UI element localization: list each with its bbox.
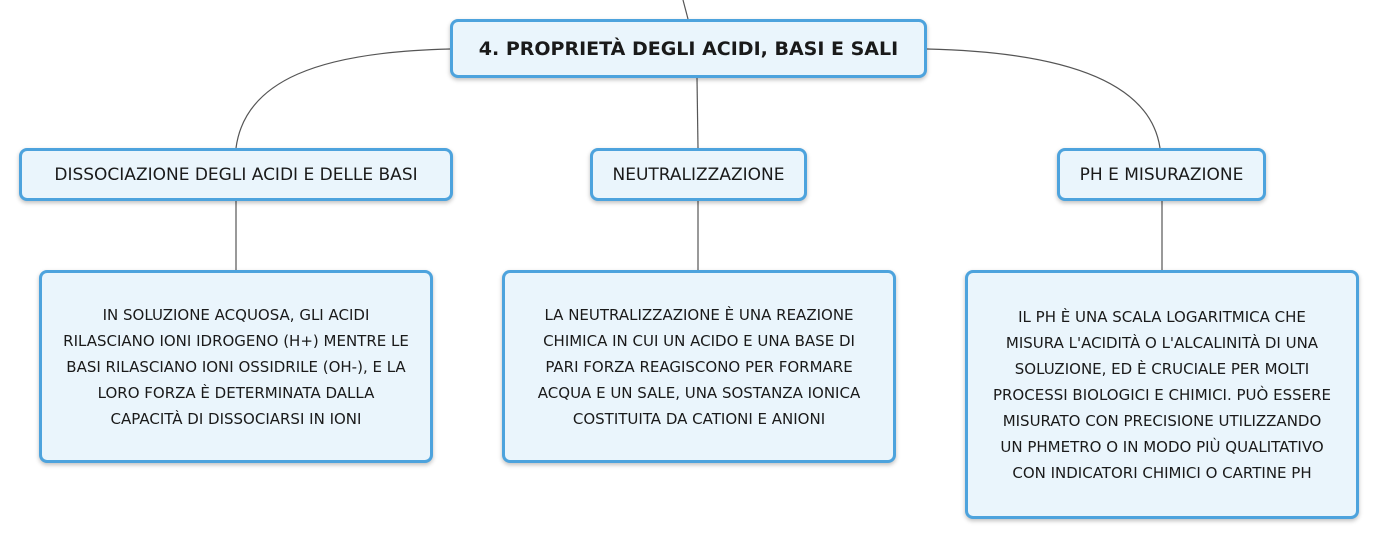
detail-text — [538, 302, 860, 432]
topic-ph-misurazione[interactable] — [1057, 148, 1266, 201]
detail-neutralizzazione[interactable] — [502, 270, 896, 463]
detail-text — [63, 302, 409, 432]
detail-line: LORO FORZA È DETERMINATA DALLA — [97, 383, 375, 402]
root-topic-title: 4. PROPRIETÀ DEGLI ACIDI, BASI E SALI — [478, 37, 899, 60]
detail-line: ACQUA E UN SALE, UNA SOSTANZA IONICA — [537, 383, 861, 402]
detail-line: IN SOLUZIONE ACQUOSA, GLI ACIDI — [102, 305, 370, 324]
connector-root-to-branch-2 — [697, 78, 698, 148]
detail-line: CON INDICATORI CHIMICI O CARTINE PH — [1012, 463, 1312, 482]
detail-line: PROCESSI BIOLOGICI E CHIMICI. PUÒ ESSERE — [992, 385, 1332, 404]
topic-dissociazione[interactable] — [19, 148, 453, 201]
detail-line: IL PH È UNA SCALA LOGARITMICA CHE — [1018, 307, 1306, 326]
detail-line: BASI RILASCIANO IONI OSSIDRILE (OH-), E LA — [66, 357, 406, 376]
detail-line: CAPACITÀ DI DISSOCIARSI IN IONI — [110, 409, 362, 428]
detail-dissociazione[interactable] — [39, 270, 433, 463]
root-topic[interactable] — [450, 19, 927, 78]
detail-ph-misurazione[interactable] — [965, 270, 1359, 519]
detail-line: SOLUZIONE, ED È CRUCIALE PER MOLTI — [1014, 359, 1310, 378]
connector-root-to-branch-1 — [236, 49, 450, 148]
detail-line: COSTITUITA DA CATIONI E ANIONI — [572, 409, 826, 428]
detail-line: MISURATO CON PRECISIONE UTILIZZANDO — [1002, 411, 1322, 430]
detail-line: UN PHMETRO O IN MODO PIÙ QUALITATIVO — [1000, 437, 1324, 456]
detail-line: PARI FORZA REAGISCONO PER FORMARE — [545, 357, 853, 376]
connector-root-to-branch-3 — [927, 49, 1160, 148]
topic-ph-misurazione-title: PH E MISURAZIONE — [1079, 164, 1244, 185]
detail-line: CHIMICA IN CUI UN ACIDO E UNA BASE DI — [543, 331, 855, 350]
detail-text — [993, 304, 1331, 486]
connector-parent-to-root — [683, 0, 688, 19]
topic-neutralizzazione[interactable] — [590, 148, 807, 201]
detail-line: RILASCIANO IONI IDROGENO (H+) MENTRE LE — [63, 331, 409, 350]
detail-line: MISURA L'ACIDITÀ O L'ALCALINITÀ DI UNA — [1005, 333, 1319, 352]
topic-dissociazione-title: DISSOCIAZIONE DEGLI ACIDI E DELLE BASI — [54, 164, 418, 185]
detail-line: LA NEUTRALIZZAZIONE È UNA REAZIONE — [544, 305, 854, 324]
topic-neutralizzazione-title: NEUTRALIZZAZIONE — [612, 164, 785, 185]
